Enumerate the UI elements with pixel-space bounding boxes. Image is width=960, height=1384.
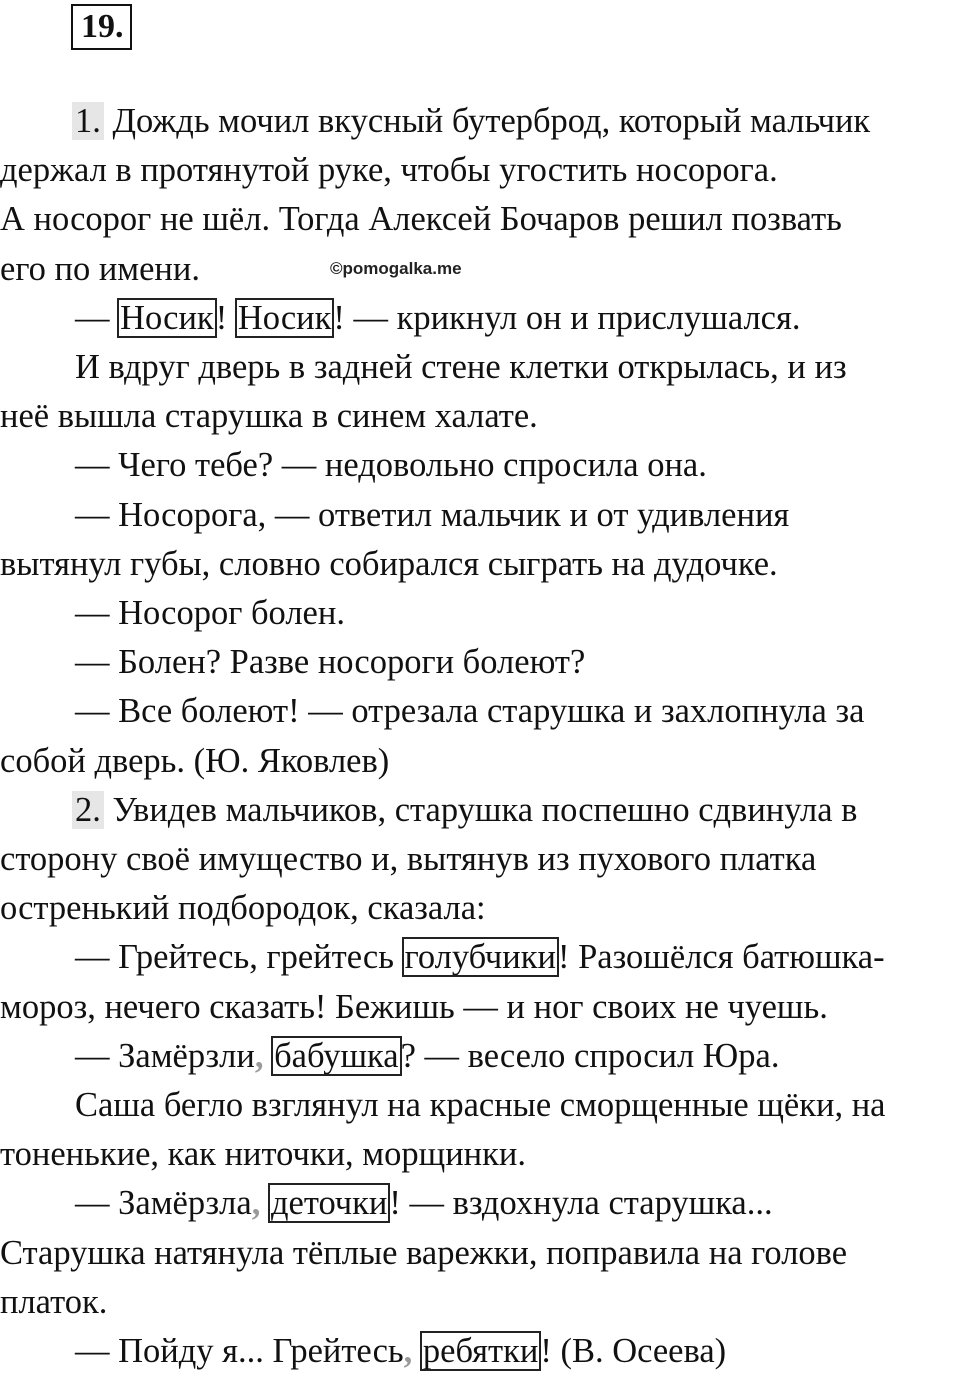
text-segment: ? — весело спросил Юра.	[400, 1036, 780, 1075]
task-number: 19.	[71, 4, 132, 50]
text-line: собой дверь. (Ю. Яковлев)	[0, 741, 390, 780]
text-line: остренький подбородок, сказала:	[0, 889, 486, 928]
text-line: мороз, нечего сказать! Бежишь — и ног своих не чуешь.	[0, 987, 828, 1026]
boxed-address: голубчики	[404, 938, 556, 977]
text-segment	[260, 1184, 269, 1222]
item-number: 1.	[72, 102, 104, 140]
text-line: держал в протянутой руке, чтобы угостить носорога.	[0, 151, 778, 190]
text-line: И вдруг дверь в задней стене клетки открылась, и из	[75, 348, 847, 387]
text-segment: — Грейтесь, грейтесь	[75, 938, 403, 977]
text-segment: Увидев мальчиков, старушка поспешно сдвинула в	[103, 790, 858, 829]
text-line: вытянул губы, словно собирался сыграть на дудочке.	[0, 544, 778, 583]
text-line	[0, 1327, 960, 1376]
text-line: — Чего тебе? — недовольно спросила она.	[75, 446, 707, 485]
text-segment: ! — вздохнула старушка...	[389, 1184, 773, 1223]
text-segment	[412, 1332, 421, 1370]
boxed-address: бабушка	[274, 1036, 399, 1075]
text-line: — Болен? Разве носороги болеют?	[75, 643, 586, 682]
text-line	[0, 786, 960, 835]
text-line: Саша бегло взглянул на красные сморщенные щёки, на	[75, 1086, 886, 1125]
added-comma: ,	[403, 1332, 413, 1371]
exercise-text	[0, 97, 960, 1376]
text-line: неё вышла старушка в синем халате.	[0, 397, 538, 436]
text-segment: —	[75, 298, 119, 337]
text-line	[0, 294, 960, 343]
text-line: — Носорога, — ответил мальчик и от удивления	[75, 495, 790, 534]
boxed-address: Носик	[237, 298, 332, 337]
text-line	[0, 1179, 960, 1228]
boxed-address: Носик	[120, 298, 214, 337]
item-number: 2.	[72, 791, 104, 829]
boxed-address: деточки	[270, 1184, 388, 1223]
text-line: сторону своё имущество и, вытянув из пухового платка	[0, 840, 817, 879]
text-line	[0, 1032, 960, 1081]
boxed-address: ребятки	[422, 1332, 539, 1371]
added-comma: ,	[251, 1184, 261, 1223]
added-comma: ,	[254, 1036, 264, 1075]
text-line	[0, 97, 960, 146]
text-segment: ! Разошёлся батюшка-	[557, 938, 885, 977]
text-segment: ! — крикнул он и прислушался.	[333, 298, 801, 337]
text-line: Старушка натянула тёплые варежки, поправила на голове	[0, 1233, 848, 1272]
text-line: А носорог не шёл. Тогда Алексей Бочаров решил позвать	[0, 200, 842, 239]
text-segment: — Замёрзла	[75, 1184, 252, 1223]
text-line	[0, 933, 960, 982]
text-segment: Дождь мочил вкусный бутерброд, который мальчик	[103, 102, 871, 140]
text-line: тоненькие, как ниточки, морщинки.	[0, 1135, 526, 1174]
text-segment: ! (В. Осеева)	[540, 1332, 727, 1371]
watermark: ©pomogalka.me	[330, 259, 462, 278]
text-segment: !	[215, 298, 236, 337]
text-line: — Носорог болен.	[75, 594, 345, 633]
text-line: — Все болеют! — отрезала старушка и захлопнула за	[75, 692, 865, 731]
text-line: его по имени.	[0, 249, 200, 288]
text-segment	[263, 1037, 272, 1075]
text-line: платок.	[0, 1282, 108, 1321]
text-segment: — Замёрзли	[75, 1036, 255, 1075]
text-segment: — Пойду я... Грейтесь	[75, 1332, 404, 1371]
